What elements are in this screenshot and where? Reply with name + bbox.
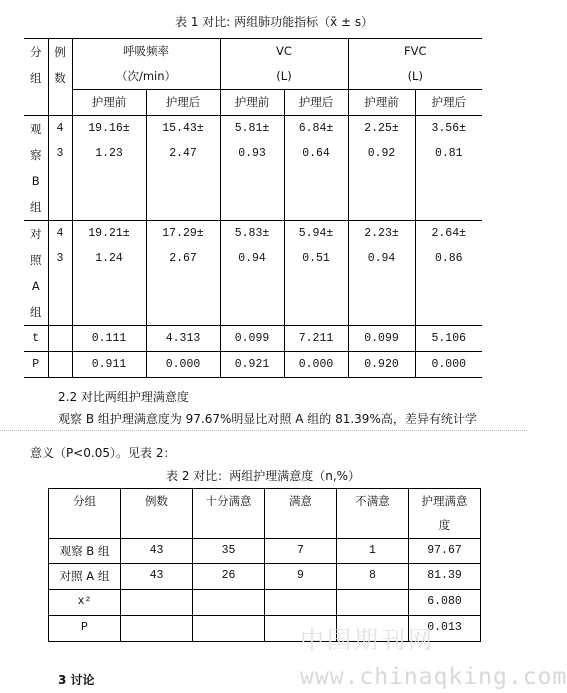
p-value: 0.921 xyxy=(220,352,284,378)
p-value: 0.000 xyxy=(284,352,348,378)
t2-cell: 8 xyxy=(337,564,409,590)
cell: 2.25± 0.92 xyxy=(348,116,415,221)
row-count: 4 3 xyxy=(48,221,72,326)
table1 xyxy=(24,38,482,378)
row-group-observe-b: 观 察 B 组 xyxy=(24,116,48,221)
discussion-heading: 3 讨论 xyxy=(58,673,95,687)
table2 xyxy=(48,488,481,642)
row-group-control-a: 对 照 A 组 xyxy=(24,221,48,326)
header-rate: 呼吸频率 （次/min） xyxy=(72,39,220,90)
watermark-url: www.chinaqking.com xyxy=(300,664,567,690)
t-value: 7.211 xyxy=(284,326,348,352)
table1-caption: 表 1 对比: 两组肺功能指标（x̄ ± s） xyxy=(175,15,374,29)
p-value: 0.911 xyxy=(72,352,146,378)
t2-cell xyxy=(193,590,265,616)
watermark-cn: 中国期刊网 xyxy=(300,626,435,654)
subheader: 护理前 xyxy=(348,90,415,116)
subheader: 护理前 xyxy=(72,90,146,116)
t2-header: 十分满意 xyxy=(193,489,265,539)
p-value: 0.000 xyxy=(146,352,220,378)
p-label: P xyxy=(24,352,48,378)
t2-header: 例数 xyxy=(121,489,193,539)
t2-cell xyxy=(121,590,193,616)
t2-cell: 35 xyxy=(193,539,265,564)
header-fvc: FVC (L) xyxy=(348,39,482,90)
t2-header: 分组 xyxy=(49,489,121,539)
t-value: 4.313 xyxy=(146,326,220,352)
t2-cell: P xyxy=(49,616,121,642)
header-group: 分 组 xyxy=(24,39,48,116)
subheader: 护理后 xyxy=(284,90,348,116)
t2-cell: 26 xyxy=(193,564,265,590)
cell: 2.64± 0.86 xyxy=(415,221,482,326)
t2-cell: 97.67 xyxy=(409,539,481,564)
p-count xyxy=(48,352,72,378)
t2-cell: 81.39 xyxy=(409,564,481,590)
paragraph-line-2: 意义（P<0.05）。见表 2： xyxy=(30,446,176,460)
t2-cell: 9 xyxy=(265,564,337,590)
t-label: t xyxy=(24,326,48,352)
t2-cell xyxy=(265,590,337,616)
t2-cell: 6.080 xyxy=(409,590,481,616)
cell: 15.43± 2.47 xyxy=(146,116,220,221)
subheader: 护理后 xyxy=(415,90,482,116)
t2-cell: 观察 B 组 xyxy=(49,539,121,564)
cell: 5.94± 0.51 xyxy=(284,221,348,326)
p-value: 0.920 xyxy=(348,352,415,378)
paragraph-line-1: 观察 B 组护理满意度为 97.67%明显比对照 A 组的 81.39%高，差异有统计学 xyxy=(58,412,477,426)
section-heading: 2.2 对比两组护理满意度 xyxy=(58,390,189,404)
cell: 5.83± 0.94 xyxy=(220,221,284,326)
t2-cell xyxy=(121,616,193,642)
t2-cell: x² xyxy=(49,590,121,616)
header-count: 例 数 xyxy=(48,39,72,116)
cell: 2.23± 0.94 xyxy=(348,221,415,326)
p-value: 0.000 xyxy=(415,352,482,378)
t2-header: 不满意 xyxy=(337,489,409,539)
t2-header: 满意 xyxy=(265,489,337,539)
t-value: 0.111 xyxy=(72,326,146,352)
header-vc: VC (L) xyxy=(220,39,348,90)
t2-cell xyxy=(337,590,409,616)
t2-cell: 0.013 xyxy=(409,616,481,642)
table2-caption: 表 2 对比：两组护理满意度（n,%） xyxy=(166,469,361,483)
t2-cell: 43 xyxy=(121,539,193,564)
row-count: 4 3 xyxy=(48,116,72,221)
cell: 3.56± 0.81 xyxy=(415,116,482,221)
t2-header-satisfaction: 护理满意 度 xyxy=(409,489,481,539)
t-count xyxy=(48,326,72,352)
t2-cell: 对照 A 组 xyxy=(49,564,121,590)
cell: 17.29± 2.67 xyxy=(146,221,220,326)
cell: 5.81± 0.93 xyxy=(220,116,284,221)
t-value: 0.099 xyxy=(220,326,284,352)
cell: 19.16± 1.23 xyxy=(72,116,146,221)
t-value: 0.099 xyxy=(348,326,415,352)
t-value: 5.106 xyxy=(415,326,482,352)
cell: 19.21± 1.24 xyxy=(72,221,146,326)
t2-cell: 7 xyxy=(265,539,337,564)
subheader: 护理前 xyxy=(220,90,284,116)
t2-cell xyxy=(193,616,265,642)
subheader: 护理后 xyxy=(146,90,220,116)
t2-cell: 1 xyxy=(337,539,409,564)
cell: 6.84± 0.64 xyxy=(284,116,348,221)
t2-cell: 43 xyxy=(121,564,193,590)
page-break-divider xyxy=(0,430,527,431)
